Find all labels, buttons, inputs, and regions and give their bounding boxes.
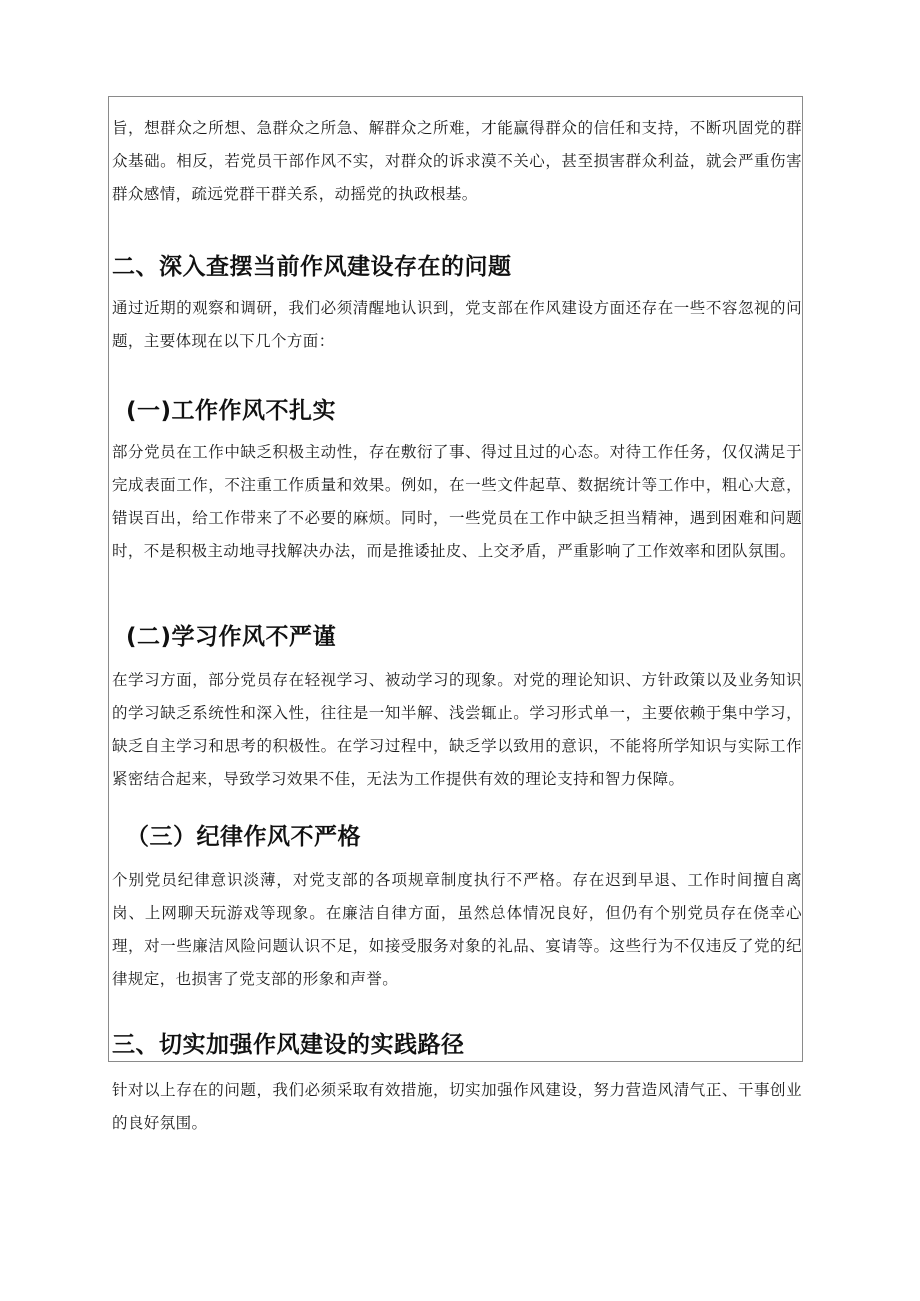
section-heading-3: 三、切实加强作风建设的实践路径 <box>112 1032 465 1058</box>
subheading-work-style: (一)工作作风不扎实 <box>126 398 337 424</box>
paragraph-discipline-style: 个别党员纪律意识淡薄，对党支部的各项规章制度执行不严格。存在迟到早退、工作时间擅自离岗、上网聊天玩游戏等现象。在廉洁自律方面，虽然总体情况良好，但仍有个别党员存在侥幸心理，对一些廉洁风险问题认识不足，如接受服务对象的礼品、宴请等。这些行为不仅违反了党的纪律规定，也损害了党支部的形象和声誉。 <box>112 871 802 988</box>
paragraph-intro-continuation: 旨，想群众之所想、急群众之所急、解群众之所难，才能赢得群众的信任和支持，不断巩固党的群众基础。相反，若党员干部作风不实，对群众的诉求漠不关心，甚至损害群众利益，就会严重伤害群众感情，疏远党群干群关系，动摇党的执政根基。 <box>112 119 802 203</box>
subheading-discipline-style: （三）纪律作风不严格 <box>126 824 361 850</box>
subheading-study-style: (二)学习作风不严谨 <box>126 624 337 650</box>
paragraph-work-style: 部分党员在工作中缺乏积极主动性，存在敷衍了事、得过且过的心态。对待工作任务，仅仅满足于完成表面工作，不注重工作质量和效果。例如，在一些文件起草、数据统计等工作中，粗心大意，错误百出，给工作带来了不必要的麻烦。同时，一些党员在工作中缺乏担当精神，遇到困难和问题时，不是积极主动地寻找解决办法，而是推诿扯皮、上交矛盾，严重影响了工作效率和团队氛围。 <box>112 443 802 560</box>
paragraph-problems-intro: 通过近期的观察和调研，我们必须清醒地认识到，党支部在作风建设方面还存在一些不容忽视的问题，主要体现在以下几个方面： <box>112 299 802 350</box>
section-heading-2: 二、深入查摆当前作风建设存在的问题 <box>112 254 512 280</box>
paragraph-practice-intro: 针对以上存在的问题，我们必须采取有效措施，切实加强作风建设，努力营造风清气正、干事创业的良好氛围。 <box>112 1081 802 1132</box>
paragraph-study-style: 在学习方面，部分党员存在轻视学习、被动学习的现象。对党的理论知识、方针政策以及业务知识的学习缺乏系统性和深入性，往往是一知半解、浅尝辄止。学习形式单一，主要依赖于集中学习，缺乏自主学习和思考的积极性。在学习过程中，缺乏学以致用的意识，不能将所学知识与实际工作紧密结合起来，导致学习效果不佳，无法为工作提供有效的理论支持和智力保障。 <box>112 671 802 788</box>
